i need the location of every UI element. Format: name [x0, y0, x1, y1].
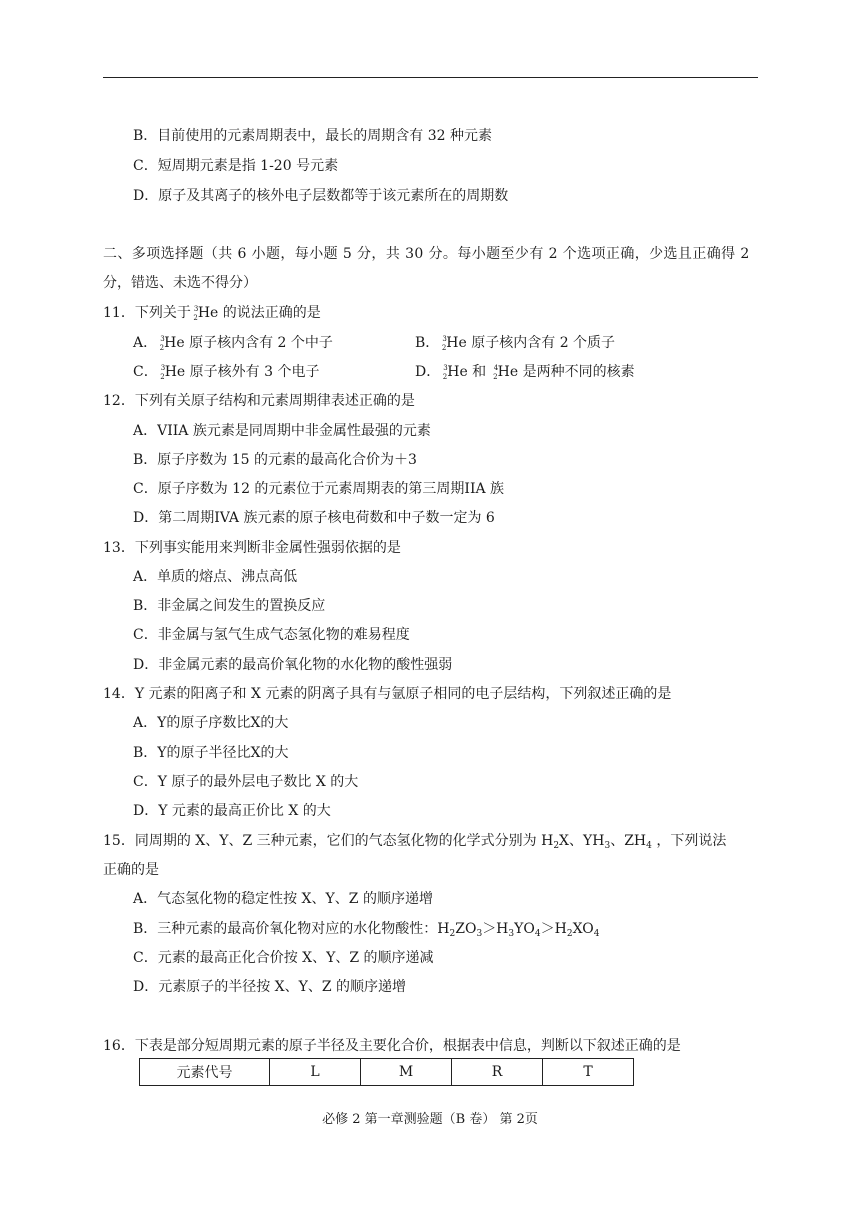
q15-option-c: C．元素的最高正化合价按 X、Y、Z 的顺序递减: [133, 950, 434, 966]
question-12-stem: 12．下列有关原子结构和元素周期律表述正确的是: [103, 393, 415, 409]
q15-option-a: A．气态氢化物的稳定性按 X、Y、Z 的顺序递增: [133, 891, 433, 907]
question-15-stem: 15．同周期的 X、Y、Z 三种元素，它们的气态氢化物的化学式分别为 $H_2X$、$YH_3$、$ZH_4$ ，下列说法: [103, 833, 727, 851]
q14-option-c: C．Y 原子的最外层电子数比 X 的大: [133, 774, 359, 790]
table-header-row: [140, 1059, 634, 1086]
q12-option-c: C．原子序数为 12 的元素位于元素周期表的第三周期IIA 族: [133, 481, 505, 497]
q14-option-d: D．Y 元素的最高正价比 X 的大: [133, 803, 331, 819]
header-rule: [103, 77, 758, 78]
q13-option-c: C．非金属与氢气生成气态氢化物的难易程度: [133, 627, 410, 643]
section2-instructions-line1: 二、多项选择题（共 6 小题，每小题 5 分，共 30 分。每小题至少有 2 个选项正确，少选且正确得 2: [103, 246, 750, 262]
q13-option-a: A．单质的熔点、沸点高低: [133, 569, 298, 585]
q12-option-d: D．第二周期IVA 族元素的原子核电荷数和中子数一定为 6: [133, 510, 495, 526]
table-header-cell: L: [270, 1059, 361, 1086]
q12-option-a: A．VIIA 族元素是同周期中非金属性最强的元素: [133, 423, 431, 439]
q12-option-b: B．原子序数为 15 的元素的最高化合价为＋3: [133, 452, 417, 468]
prev-option-b: B．目前使用的元素周期表中，最长的周期含有 32 种元素: [133, 128, 493, 144]
question-15-stem-line2: 正确的是: [103, 862, 159, 878]
q11-option-c: C． $^3_2$He 原子核外有 3 个电子: [133, 364, 320, 381]
prev-option-c: C．短周期元素是指 1-20 号元素: [133, 158, 339, 174]
question-16-stem: 16．下表是部分短周期元素的原子半径及主要化合价，根据表中信息，判断以下叙述正确的是: [103, 1038, 681, 1054]
table-header-cell: R: [452, 1059, 543, 1086]
q13-option-b: B．非金属之间发生的置换反应: [133, 598, 326, 614]
question-13-stem: 13．下列事实能用来判断非金属性强弱依据的是: [103, 540, 401, 556]
q15-option-d: D．元素原子的半径按 X、Y、Z 的顺序递增: [133, 979, 407, 995]
question-14-stem: 14．Y 元素的阳离子和 X 元素的阴离子具有与氩原子相同的电子层结构，下列叙述正确的是: [103, 686, 672, 702]
q14-option-a: A．Y的原子序数比X的大: [133, 715, 289, 731]
section2-instructions-line2: 分，错选、未选不得分）: [103, 275, 257, 291]
table-header-cell: M: [361, 1059, 452, 1086]
q14-option-b: B．Y的原子半径比X的大: [133, 745, 289, 761]
q11-option-d: D． $^3_2$He 和 $^4_2$He 是两种不同的核素: [415, 364, 635, 381]
q11-option-b: B． $^3_2$He 原子核内含有 2 个质子: [415, 335, 616, 352]
question-11-stem: [103, 304, 321, 324]
q11-stem-prefix: 11．下列关于: [103, 305, 191, 321]
prev-option-d: D．原子及其离子的核外电子层数都等于该元素所在的周期数: [133, 188, 509, 204]
q11-option-a: A． $^3_2$He 原子核内含有 2 个中子: [133, 335, 333, 352]
he3-nuclide-label: $^3_2$: [193, 305, 199, 322]
q11-stem-suffix: He 的说法正确的是: [197, 305, 321, 321]
q13-option-d: D．非金属元素的最高价氧化物的水化物的酸性强弱: [133, 657, 453, 673]
page-footer: 必修 2 第一章测验题（B 卷） 第 2页: [322, 1112, 538, 1127]
table-header-cell: T: [543, 1059, 634, 1086]
q15-option-b: B．三种元素的最高价氧化物对应的水化物酸性：$H_2ZO_3>H_3YO_4>H_2XO_4$: [133, 921, 600, 939]
table-header-cell: 元素代号: [140, 1059, 270, 1086]
element-table: [139, 1058, 634, 1086]
